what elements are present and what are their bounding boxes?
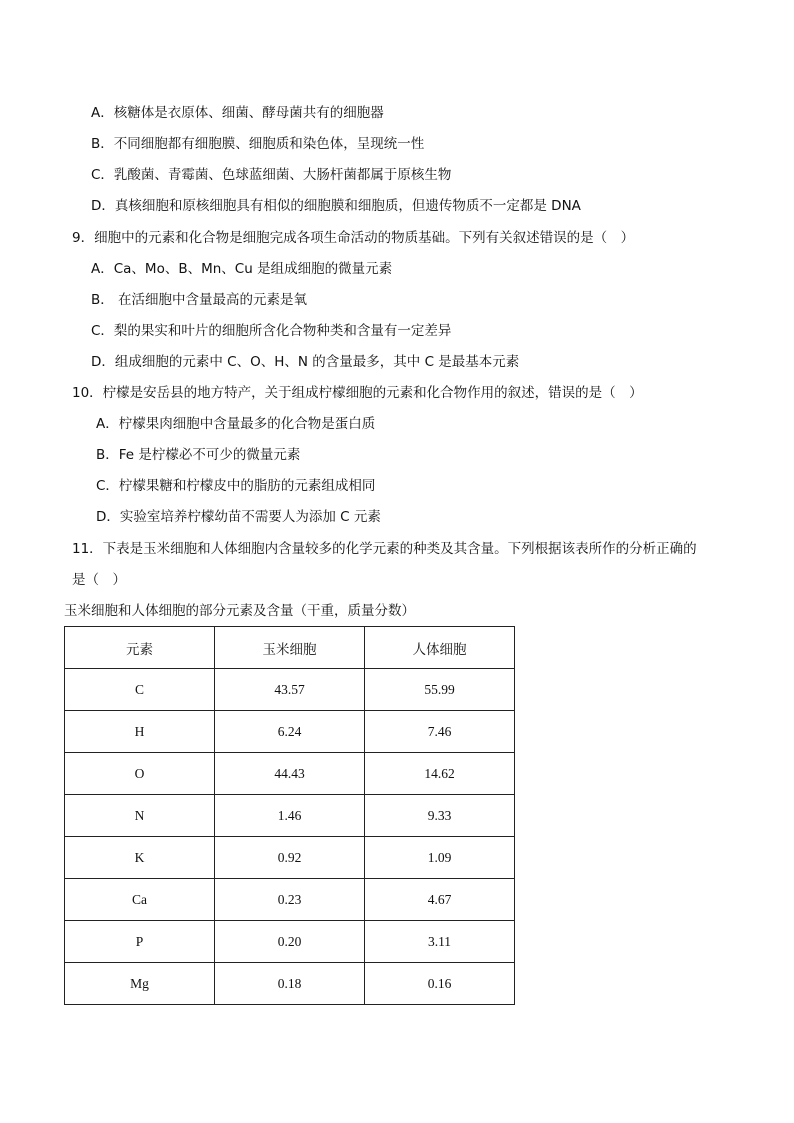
q8-option-c: C．乳酸菌、青霉菌、色球蓝细菌、大肠杆菌都属于原核生物 — [91, 167, 452, 183]
table-row — [65, 753, 515, 795]
q10-option-d: D．实验室培养柠檬幼苗不需要人为添加 C 元素 — [96, 509, 381, 525]
table-cell: P — [65, 921, 215, 963]
table-caption: 玉米细胞和人体细胞的部分元素及含量（干重，质量分数） — [64, 603, 415, 619]
table-cell: Ca — [65, 879, 215, 921]
table-cell: 1.09 — [365, 837, 515, 879]
table-cell: N — [65, 795, 215, 837]
table-cell: 0.20 — [215, 921, 365, 963]
table-row — [65, 963, 515, 1005]
q10-option-b: B．Fe 是柠檬必不可少的微量元素 — [96, 447, 301, 463]
q9-option-b: B． 在活细胞中含量最高的元素是氧 — [91, 292, 308, 308]
table-cell: 55.99 — [365, 669, 515, 711]
q10-option-c: C．柠檬果糖和柠檬皮中的脂肪的元素组成相同 — [96, 478, 376, 494]
table-row — [65, 795, 515, 837]
table-row — [65, 669, 515, 711]
table-header-cell: 玉米细胞 — [215, 627, 365, 669]
table-row — [65, 879, 515, 921]
q11-stem-line1: 11．下表是玉米细胞和人体细胞内含量较多的化学元素的种类及其含量。下列根据该表所作的分析正确的 — [72, 541, 697, 557]
table-header-cell: 元素 — [65, 627, 215, 669]
q9-stem: 9．细胞中的元素和化合物是细胞完成各项生命活动的物质基础。下列有关叙述错误的是（ ） — [72, 230, 635, 246]
table-cell: 0.23 — [215, 879, 365, 921]
q8-option-a: A．核糖体是衣原体、细菌、酵母菌共有的细胞器 — [91, 105, 384, 121]
q11-stem-line2: 是（ ） — [72, 572, 126, 588]
table-cell: 3.11 — [365, 921, 515, 963]
q10-option-a: A．柠檬果肉细胞中含量最多的化合物是蛋白质 — [96, 416, 376, 432]
table-cell: H — [65, 711, 215, 753]
table-cell: 7.46 — [365, 711, 515, 753]
table-cell: 9.33 — [365, 795, 515, 837]
table-header-row — [65, 627, 515, 669]
q8-option-b: B．不同细胞都有细胞膜、细胞质和染色体，呈现统一性 — [91, 136, 425, 152]
table-row — [65, 921, 515, 963]
q8-option-d: D．真核细胞和原核细胞具有相似的细胞膜和细胞质，但遗传物质不一定都是 DNA — [91, 198, 581, 214]
table-header-cell: 人体细胞 — [365, 627, 515, 669]
q9-option-c: C．梨的果实和叶片的细胞所含化合物种类和含量有一定差异 — [91, 323, 452, 339]
table-cell: O — [65, 753, 215, 795]
table-cell: C — [65, 669, 215, 711]
table-cell: 43.57 — [215, 669, 365, 711]
table-row — [65, 837, 515, 879]
table-cell: 1.46 — [215, 795, 365, 837]
table-cell: 14.62 — [365, 753, 515, 795]
table-cell: 0.16 — [365, 963, 515, 1005]
table-cell: K — [65, 837, 215, 879]
q9-option-d: D．组成细胞的元素中 C、O、H、N 的含量最多，其中 C 是最基本元素 — [91, 354, 520, 370]
table-cell: 0.18 — [215, 963, 365, 1005]
q9-option-a: A．Ca、Mo、B、Mn、Cu 是组成细胞的微量元素 — [91, 261, 393, 277]
table-row — [65, 711, 515, 753]
table-cell: 44.43 — [215, 753, 365, 795]
table-cell: 0.92 — [215, 837, 365, 879]
table-cell: 4.67 — [365, 879, 515, 921]
table-cell: 6.24 — [215, 711, 365, 753]
q10-stem: 10．柠檬是安岳县的地方特产，关于组成柠檬细胞的元素和化合物作用的叙述，错误的是（ ） — [72, 385, 643, 401]
element-content-table — [64, 626, 515, 1005]
table-cell: Mg — [65, 963, 215, 1005]
